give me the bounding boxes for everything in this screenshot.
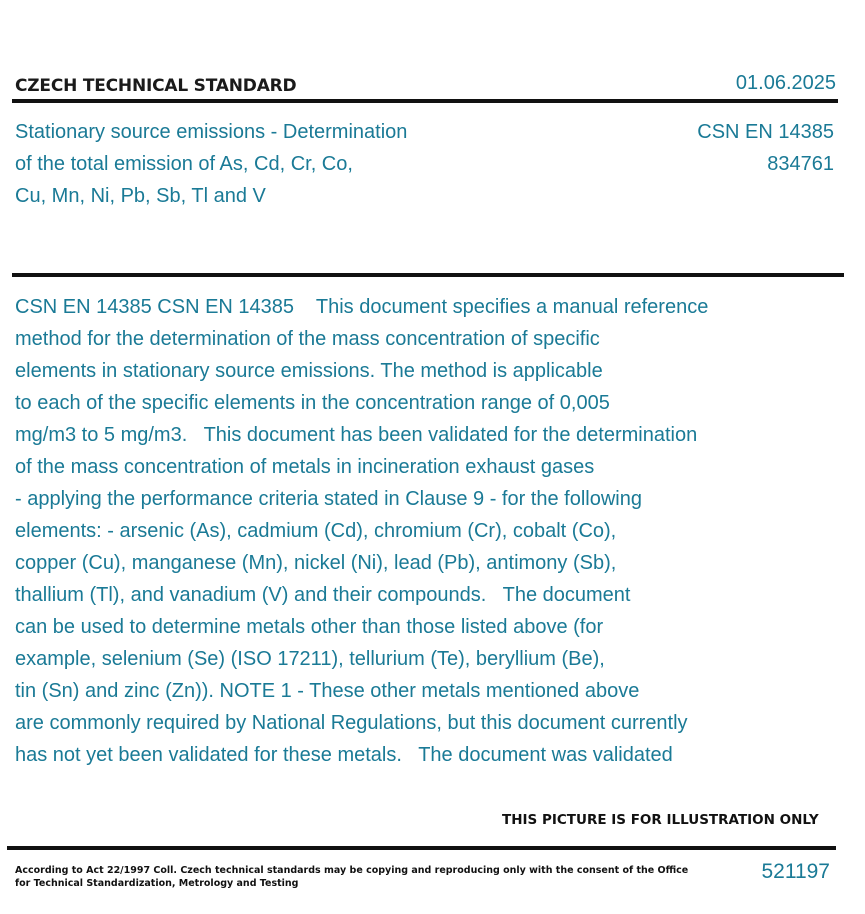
body-line: copper (Cu), manganese (Mn), nickel (Ni), lead (Pb), antimony (Sb),: [15, 552, 617, 574]
standard-type-heading: CZECH TECHNICAL STANDARD: [15, 76, 297, 96]
body-line: - applying the performance criteria stated in Clause 9 - for the following: [15, 488, 642, 510]
body-line: tin (Sn) and zinc (Zn)). NOTE 1 - These other metals mentioned above: [15, 680, 640, 702]
standard-title: [15, 116, 407, 212]
footer-code: 521197: [761, 860, 830, 883]
abstract-text: [15, 291, 708, 771]
body-line: has not yet been validated for these metals. The document was validated: [15, 744, 673, 766]
standard-identifiers: [697, 116, 834, 180]
body-line: elements in stationary source emissions. The method is applicable: [15, 360, 603, 382]
body-line: elements: - arsenic (As), cadmium (Cd), chromium (Cr), cobalt (Co),: [15, 520, 617, 542]
copyright-notice: [15, 864, 688, 890]
body-line: example, selenium (Se) (ISO 17211), tellurium (Te), beryllium (Be),: [15, 648, 605, 670]
body-line: method for the determination of the mass concentration of specific: [15, 328, 600, 350]
body-line: to each of the specific elements in the concentration range of 0,005: [15, 392, 610, 414]
body-line: mg/m3 to 5 mg/m3. This document has been validated for the determination: [15, 424, 698, 446]
body-line: are commonly required by National Regulations, but this document currently: [15, 712, 688, 734]
publication-date: 01.06.2025: [735, 72, 836, 94]
body-line: can be used to determine metals other than those listed above (for: [15, 616, 604, 638]
standard-number: 834761: [767, 153, 834, 175]
footer-divider: [7, 846, 836, 850]
title-line: Cu, Mn, Ni, Pb, Sb, Tl and V: [15, 185, 266, 207]
notice-line: According to Act 22/1997 Coll. Czech technical standards may be copying and reproducing only with the consent of the Office: [15, 865, 689, 876]
body-line: thallium (Tl), and vanadium (V) and their compounds. The document: [15, 584, 631, 606]
header-divider: [12, 99, 838, 103]
notice-line: for Technical Standardization, Metrology and Testing: [15, 878, 299, 889]
illustration-disclaimer: THIS PICTURE IS FOR ILLUSTRATION ONLY: [502, 812, 819, 828]
title-line: Stationary source emissions - Determination: [15, 121, 408, 143]
body-line: of the mass concentration of metals in incineration exhaust gases: [15, 456, 595, 478]
section-divider: [12, 273, 844, 277]
standard-code: CSN EN 14385: [697, 121, 834, 143]
title-line: of the total emission of As, Cd, Cr, Co,: [15, 153, 353, 175]
body-line: CSN EN 14385 CSN EN 14385 This document specifies a manual reference: [15, 296, 709, 318]
